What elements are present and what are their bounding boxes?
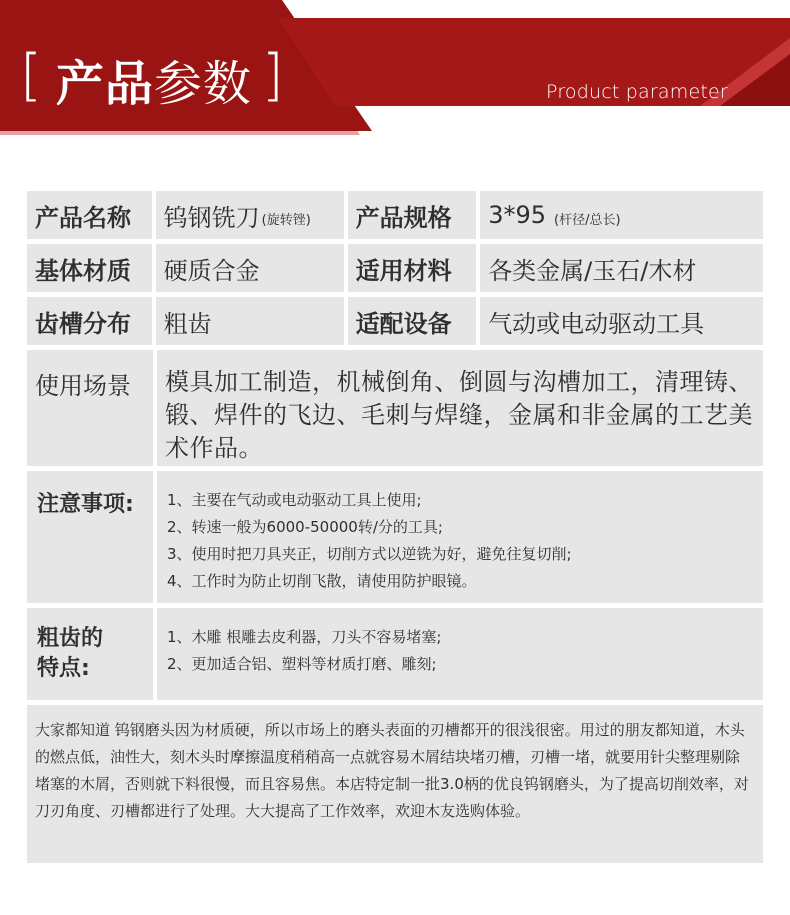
- usage-text: 模具加工制造，机械倒角、倒圆与沟槽加工，清理铸、锻、焊件的飞边、毛刺与焊缝，金属和非金属的工艺美术作品。: [157, 350, 763, 466]
- notes-label: 注意事项:: [27, 471, 153, 603]
- spec-value-text: 钨钢铣刀: [163, 203, 260, 232]
- spec-table: [27, 191, 763, 863]
- features-label-line1: 粗齿的: [37, 626, 104, 651]
- header-banner: [0, 0, 790, 135]
- spec-label: 齿槽分布: [27, 297, 152, 345]
- features-item: 1、木雕 根雕去皮利器，刀头不容易堵塞;: [167, 628, 442, 646]
- title-light-text: 参数: [153, 55, 252, 112]
- spec-label: 产品规格: [348, 191, 477, 239]
- notes-item: 1、主要在气动或电动驱动工具上使用;: [167, 491, 422, 509]
- spec-label: 产品名称: [27, 191, 152, 239]
- usage-row: [27, 350, 763, 466]
- spec-value: 硬质合金: [156, 244, 344, 292]
- features-label-line2: 特点:: [37, 656, 90, 681]
- spec-row: [27, 244, 763, 292]
- spec-value: [156, 191, 344, 239]
- usage-label: 使用场景: [27, 350, 153, 466]
- features-label: [27, 608, 153, 700]
- notes-item: 4、工作时为防止切削飞散，请使用防护眼镜。: [167, 572, 477, 590]
- features-row: [27, 608, 763, 700]
- notes-item: 3、使用时把刀具夹正，切削方式以逆铣为好，避免往复切削;: [167, 545, 572, 563]
- description-paragraph: 大家都知道 钨钢磨头因为材质硬，所以市场上的磨头表面的刃槽都开的很浅很密。用过的朋友都知道，木头的燃点低，油性大，刻木头时摩擦温度稍稍高一点就容易木屑结块堵刃槽，刃槽一堵，就要用针尖整理剔除堵塞的木屑，否则就下料很慢，而且容易焦。本店特定制一批3.0柄的优良钨钢磨头，为了提高切削效率，对刀刃角度、刃槽都进行了处理。大大提高了工作效率，欢迎木友选购体验。: [27, 705, 763, 863]
- notes-row: [27, 471, 763, 603]
- features-item: 2、更加适合铝、塑料等材质打磨、雕刻;: [167, 655, 437, 673]
- spec-value-text: 3*95: [488, 201, 546, 229]
- spec-label: 基体材质: [27, 244, 152, 292]
- spec-value: 各类金属/玉石/木材: [480, 244, 763, 292]
- notes-list: [157, 471, 763, 603]
- spec-row: [27, 191, 763, 239]
- title-bracket-right: ]: [261, 43, 284, 108]
- notes-item: 2、转速一般为6000-50000转/分的工具;: [167, 518, 443, 536]
- spec-value-note: (旋转锉): [261, 212, 311, 228]
- spec-label: 适用材料: [348, 244, 477, 292]
- spec-value: [480, 191, 763, 239]
- spec-row: [27, 297, 763, 345]
- spec-value-note: (杆径/总长): [554, 212, 621, 228]
- spec-label: 适配设备: [348, 297, 477, 345]
- title-bold-text: 产品: [55, 55, 154, 112]
- page-title: [20, 44, 284, 114]
- title-bracket-left: [: [20, 43, 42, 108]
- page-subtitle: Product parameter: [546, 81, 728, 103]
- spec-value: 气动或电动驱动工具: [480, 297, 763, 345]
- spec-value: 粗齿: [156, 297, 344, 345]
- features-list: [157, 608, 763, 700]
